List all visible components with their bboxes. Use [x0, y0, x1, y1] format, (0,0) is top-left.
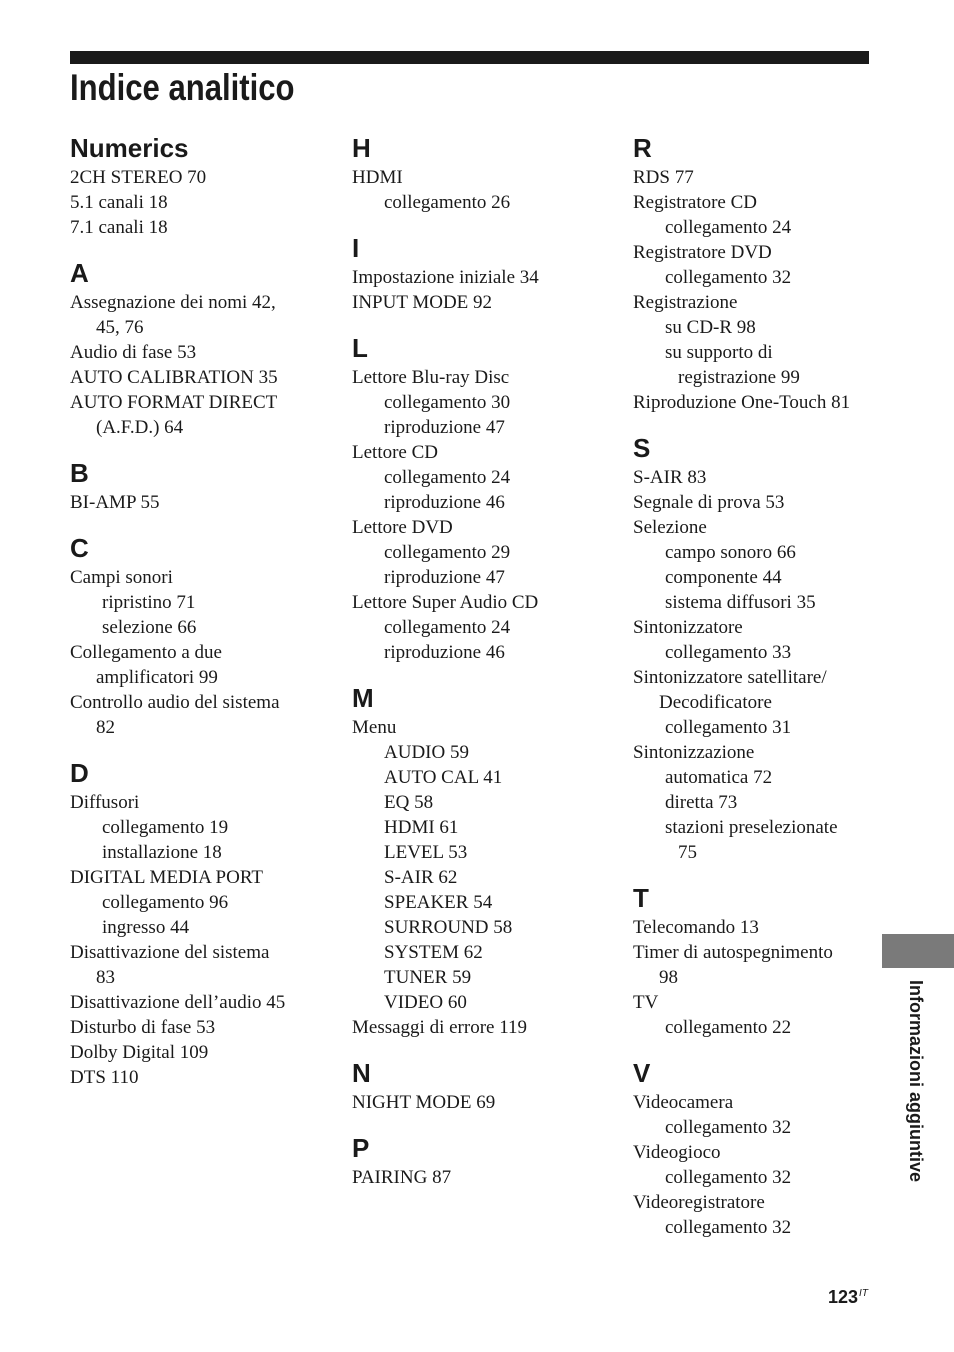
- index-entry: Sintonizzatore satellitare/: [633, 667, 827, 688]
- index-subentry: componente 44: [665, 567, 782, 588]
- section-tab-marker: [882, 934, 954, 968]
- index-entry: Registratore DVD: [633, 242, 772, 263]
- index-entry: Riproduzione One-Touch 81: [633, 392, 851, 413]
- index-subentry: ingresso 44: [102, 917, 190, 938]
- index-entry: 5.1 canali 18: [70, 192, 168, 213]
- index-column-2: [352, 132, 622, 1207]
- index-entry: HDMI: [352, 167, 403, 188]
- index-section: [352, 1057, 622, 1115]
- section-letter: T: [633, 883, 649, 913]
- index-subentry: EQ 58: [384, 792, 434, 813]
- index-subentry: collegamento 31: [665, 717, 792, 738]
- index-subentry: 75: [678, 842, 697, 863]
- index-subentry: collegamento 19: [102, 817, 229, 838]
- index-column-1: [70, 132, 340, 1107]
- index-entry: Disturbo di fase 53: [70, 1017, 216, 1038]
- index-subentry: AUDIO 59: [384, 742, 469, 763]
- index-subentry: installazione 18: [102, 842, 222, 863]
- index-section: [352, 332, 622, 665]
- index-entry: Messaggi di errore 119: [352, 1017, 527, 1038]
- index-section: [633, 432, 903, 865]
- index-entry: Videoregistratore: [633, 1192, 765, 1213]
- index-subentry: diretta 73: [665, 792, 738, 813]
- index-subentry: automatica 72: [665, 767, 773, 788]
- index-subentry: 82: [96, 717, 115, 738]
- index-subentry: selezione 66: [102, 617, 197, 638]
- index-section: [352, 682, 622, 1040]
- index-entry: TV: [633, 992, 659, 1013]
- index-subentry: sistema diffusori 35: [665, 592, 816, 613]
- index-entry: Lettore DVD: [352, 517, 453, 538]
- index-entry: Dolby Digital 109: [70, 1042, 209, 1063]
- index-entry: Timer di autospegnimento: [633, 942, 833, 963]
- section-letter: R: [633, 133, 652, 163]
- index-subentry: 98: [659, 967, 678, 988]
- section-letter: H: [352, 133, 371, 163]
- index-entry: PAIRING 87: [352, 1167, 452, 1188]
- index-entry: Segnale di prova 53: [633, 492, 785, 513]
- index-entry: Campi sonori: [70, 567, 173, 588]
- section-letter: P: [352, 1133, 370, 1163]
- index-subentry: S-AIR 62: [384, 867, 458, 888]
- index-subentry: collegamento 26: [384, 192, 511, 213]
- index-entry: Diffusori: [70, 792, 140, 813]
- index-subentry: collegamento 30: [384, 392, 511, 413]
- index-subentry: collegamento 29: [384, 542, 511, 563]
- index-entry: INPUT MODE 92: [352, 292, 493, 313]
- section-letter: I: [352, 233, 360, 263]
- index-entry: Lettore Blu-ray Disc: [352, 367, 510, 388]
- index-entry: Videogioco: [633, 1142, 721, 1163]
- page-number-suffix: IT: [859, 1288, 868, 1299]
- index-entry: Registrazione: [633, 292, 738, 313]
- page-title: Indice analitico: [70, 67, 295, 108]
- index-subentry: Decodificatore: [659, 692, 772, 713]
- index-subentry: (A.F.D.) 64: [96, 417, 184, 438]
- index-subentry: collegamento 24: [665, 217, 792, 238]
- index-entry: AUTO FORMAT DIRECT: [70, 392, 278, 413]
- index-entry: Telecomando 13: [633, 917, 759, 938]
- index-subentry: SYSTEM 62: [384, 942, 483, 963]
- section-letter: D: [70, 758, 89, 788]
- index-subentry: collegamento 32: [665, 1217, 792, 1238]
- index-subentry: collegamento 24: [384, 467, 511, 488]
- index-entry: 7.1 canali 18: [70, 217, 168, 238]
- index-section: [70, 532, 340, 740]
- index-entry: BI-AMP 55: [70, 492, 160, 513]
- index-entry: S-AIR 83: [633, 467, 707, 488]
- index-entry: Sintonizzatore: [633, 617, 743, 638]
- section-letter: Numerics: [70, 133, 189, 163]
- index-entry: DIGITAL MEDIA PORT: [70, 867, 263, 888]
- section-letter: L: [352, 333, 368, 363]
- index-section: [633, 1057, 903, 1240]
- index-entry: Controllo audio del sistema: [70, 692, 280, 713]
- index-subentry: collegamento 22: [665, 1017, 792, 1038]
- index-subentry: LEVEL 53: [384, 842, 468, 863]
- index-section: [633, 882, 903, 1040]
- index-entry: RDS 77: [633, 167, 694, 188]
- index-entry: Disattivazione dell’audio 45: [70, 992, 286, 1013]
- index-entry: Sintonizzazione: [633, 742, 755, 763]
- index-subentry: su supporto di: [665, 342, 773, 363]
- page-number-value: 123: [828, 1287, 859, 1307]
- index-subentry: collegamento 96: [102, 892, 229, 913]
- index-subentry: campo sonoro 66: [665, 542, 796, 563]
- index-entry: Lettore CD: [352, 442, 439, 463]
- index-subentry: TUNER 59: [384, 967, 472, 988]
- section-letter: A: [70, 258, 89, 288]
- index-subentry: HDMI 61: [384, 817, 459, 838]
- index-section: [70, 257, 340, 440]
- section-letter: S: [633, 433, 651, 463]
- index-entry: Lettore Super Audio CD: [352, 592, 539, 613]
- index-entry: Videocamera: [633, 1092, 734, 1113]
- index-subentry: riproduzione 47: [384, 567, 505, 588]
- index-subentry: collegamento 32: [665, 267, 792, 288]
- index-entry: Disattivazione del sistema: [70, 942, 270, 963]
- index-section: [352, 132, 622, 215]
- index-subentry: stazioni preselezionate: [665, 817, 838, 838]
- index-section: [633, 132, 903, 415]
- index-section: [70, 132, 340, 240]
- index-column-3: [633, 132, 903, 1257]
- section-letter: N: [352, 1058, 371, 1088]
- section-tab-label: Informazioni aggiuntive: [906, 980, 926, 1183]
- index-subentry: AUTO CAL 41: [384, 767, 503, 788]
- index-subentry: registrazione 99: [678, 367, 800, 388]
- index-section: [70, 457, 340, 515]
- index-section: [352, 1132, 622, 1190]
- index-entry: Audio di fase 53: [70, 342, 197, 363]
- top-rule: [70, 51, 869, 64]
- index-subentry: collegamento 32: [665, 1167, 792, 1188]
- index-subentry: collegamento 24: [384, 617, 511, 638]
- index-subentry: 45, 76: [96, 317, 144, 338]
- section-letter: V: [633, 1058, 651, 1088]
- index-subentry: riproduzione 46: [384, 492, 505, 513]
- section-letter: M: [352, 683, 374, 713]
- index-entry: Assegnazione dei nomi 42,: [70, 292, 276, 313]
- index-subentry: VIDEO 60: [384, 992, 467, 1013]
- index-entry: DTS 110: [70, 1067, 139, 1088]
- index-subentry: ripristino 71: [102, 592, 196, 613]
- index-entry: AUTO CALIBRATION 35: [70, 367, 278, 388]
- index-subentry: riproduzione 46: [384, 642, 505, 663]
- index-subentry: SPEAKER 54: [384, 892, 493, 913]
- index-entry: NIGHT MODE 69: [352, 1092, 496, 1113]
- index-subentry: collegamento 33: [665, 642, 792, 663]
- index-subentry: su CD-R 98: [665, 317, 756, 338]
- index-entry: Registratore CD: [633, 192, 758, 213]
- page-number: [828, 1282, 868, 1309]
- index-entry: Collegamento a due: [70, 642, 222, 663]
- index-entry: Impostazione iniziale 34: [352, 267, 539, 288]
- index-section: [70, 757, 340, 1090]
- index-entry: 2CH STEREO 70: [70, 167, 207, 188]
- index-section: [352, 232, 622, 315]
- index-entry: Menu: [352, 717, 397, 738]
- index-subentry: 83: [96, 967, 115, 988]
- index-entry: Selezione: [633, 517, 707, 538]
- index-subentry: riproduzione 47: [384, 417, 505, 438]
- index-subentry: amplificatori 99: [96, 667, 218, 688]
- index-subentry: SURROUND 58: [384, 917, 513, 938]
- index-subentry: collegamento 32: [665, 1117, 792, 1138]
- section-letter: B: [70, 458, 89, 488]
- section-letter: C: [70, 533, 89, 563]
